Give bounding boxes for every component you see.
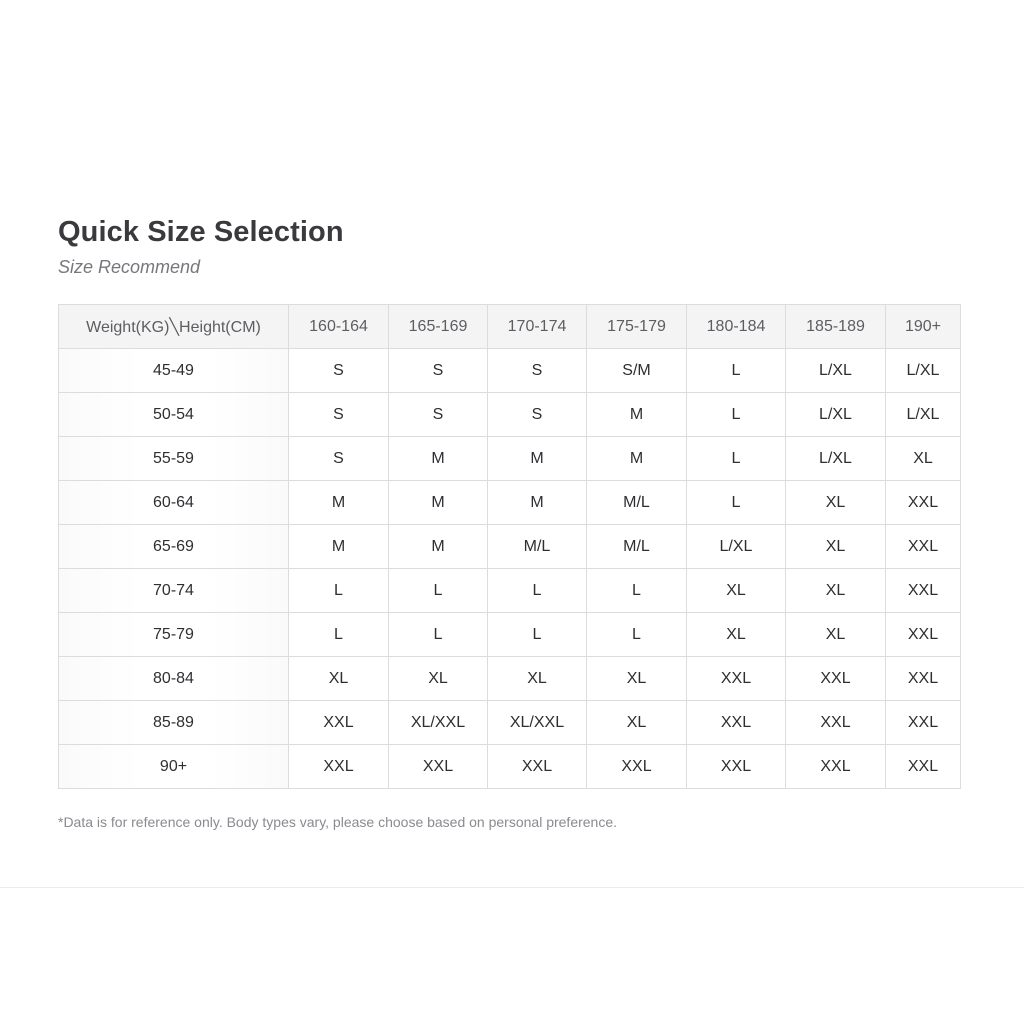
size-cell: XXL [886,525,961,569]
size-cell: S [488,349,587,393]
weight-row-header: 70-74 [59,569,289,613]
size-cell: L/XL [786,393,886,437]
size-cell: XL [687,569,786,613]
size-cell: S [289,393,389,437]
size-cell: L [488,613,587,657]
size-cell: XL [786,569,886,613]
height-column-header: 185-189 [786,305,886,349]
size-cell: M/L [488,525,587,569]
size-cell: L [587,613,687,657]
weight-row-header: 60-64 [59,481,289,525]
size-cell: XXL [289,745,389,789]
table-row [59,613,961,657]
size-cell: XXL [687,745,786,789]
size-cell: L/XL [886,349,961,393]
size-cell: L/XL [786,437,886,481]
table-row [59,437,961,481]
size-cell: M [389,481,488,525]
size-cell: XL/XXL [389,701,488,745]
height-column-header: 160-164 [289,305,389,349]
height-column-header: 165-169 [389,305,488,349]
size-cell: XL [886,437,961,481]
size-cell: XXL [886,569,961,613]
size-cell: L/XL [786,349,886,393]
size-cell: M [488,437,587,481]
size-cell: XXL [488,745,587,789]
size-cell: XXL [886,613,961,657]
table-row [59,393,961,437]
corner-header: Weight(KG)╲Height(CM) [59,305,289,349]
weight-row-header: 80-84 [59,657,289,701]
footnote: *Data is for reference only. Body types vary, please choose based on personal preference. [58,814,618,830]
size-cell: L/XL [687,525,786,569]
size-table [58,304,961,789]
header-row [59,305,961,349]
size-cell: M [289,481,389,525]
size-cell: XXL [886,481,961,525]
size-cell: M/L [587,525,687,569]
size-cell: XXL [786,701,886,745]
size-cell: XL [289,657,389,701]
size-cell: L [488,569,587,613]
size-cell: M [488,481,587,525]
size-cell: M [587,437,687,481]
size-cell: L [389,569,488,613]
size-cell: L [687,437,786,481]
table-row [59,349,961,393]
weight-row-header: 45-49 [59,349,289,393]
size-cell: XL [786,613,886,657]
size-cell: XXL [886,657,961,701]
size-cell: XL [786,481,886,525]
weight-row-header: 50-54 [59,393,289,437]
size-cell: L [687,393,786,437]
size-cell: L [587,569,687,613]
size-cell: L [389,613,488,657]
height-column-header: 175-179 [587,305,687,349]
size-cell: S [289,349,389,393]
size-cell: M [289,525,389,569]
page-subtitle: Size Recommend [58,257,201,277]
size-cell: XL [488,657,587,701]
table-header [59,305,961,349]
height-column-header: 170-174 [488,305,587,349]
table-row [59,481,961,525]
size-cell: S/M [587,349,687,393]
size-cell: XXL [886,701,961,745]
size-cell: XXL [687,657,786,701]
size-cell: M [587,393,687,437]
size-cell: XL [587,701,687,745]
size-cell: L [687,349,786,393]
size-cell: XL [587,657,687,701]
height-column-header: 180-184 [687,305,786,349]
weight-row-header: 75-79 [59,613,289,657]
size-cell: XXL [786,745,886,789]
size-cell: XXL [886,745,961,789]
size-cell: S [488,393,587,437]
weight-row-header: 90+ [59,745,289,789]
height-column-header: 190+ [886,305,961,349]
page-title: Quick Size Selection [58,216,344,248]
size-cell: S [389,349,488,393]
size-cell: XL/XXL [488,701,587,745]
size-cell: S [389,393,488,437]
table-row [59,657,961,701]
weight-row-header: 85-89 [59,701,289,745]
size-cell: L [289,569,389,613]
size-cell: XXL [786,657,886,701]
weight-row-header: 65-69 [59,525,289,569]
size-cell: L [289,613,389,657]
size-cell: L [687,481,786,525]
size-cell: XXL [587,745,687,789]
size-cell: XL [389,657,488,701]
size-cell: L/XL [886,393,961,437]
size-cell: S [289,437,389,481]
table-body [59,349,961,789]
table-row [59,745,961,789]
table-row [59,701,961,745]
table-row [59,525,961,569]
weight-row-header: 55-59 [59,437,289,481]
size-cell: XXL [289,701,389,745]
size-cell: XXL [687,701,786,745]
size-cell: M/L [587,481,687,525]
size-cell: XL [687,613,786,657]
size-cell: M [389,525,488,569]
table-row [59,569,961,613]
size-cell: XL [786,525,886,569]
size-cell: XXL [389,745,488,789]
size-cell: M [389,437,488,481]
